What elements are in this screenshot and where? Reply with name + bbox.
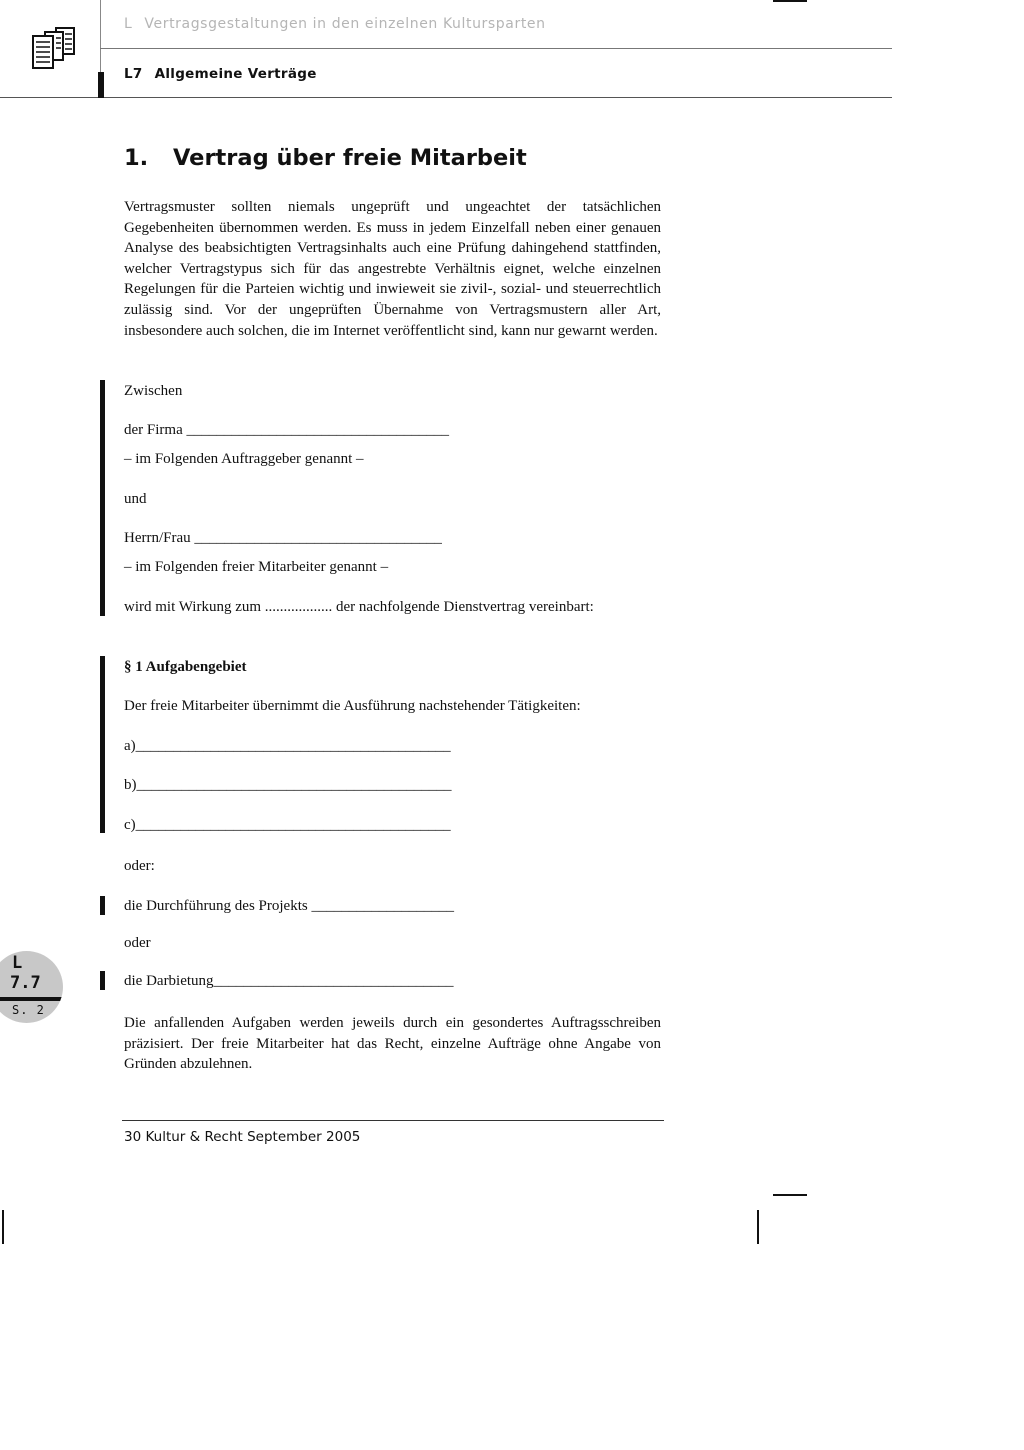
documents-icon — [30, 26, 80, 70]
contract-effective-date: wird mit Wirkung zum .................. der nachfolgende Dienstvertrag vereinbart: — [124, 599, 594, 615]
title-text: Vertrag über freie Mitarbeit — [173, 145, 527, 171]
page-tab-chapter: 7.7 — [10, 973, 41, 993]
header-chapter — [124, 66, 317, 82]
page-tab — [0, 951, 63, 1023]
page-tab-section: L — [12, 953, 23, 973]
contract-firm-line: der Firma ___________________________________ — [124, 422, 449, 438]
section1-performance-line: die Darbietung________________________________ — [124, 973, 454, 989]
crop-mark-top — [773, 0, 807, 2]
contract-and: und — [124, 491, 147, 507]
header-chapter-title: Allgemeine Verträge — [154, 66, 317, 82]
title-number: 1. — [124, 145, 149, 171]
section1-closing-paragraph: Die anfallenden Aufgaben werden jeweils durch ein gesondertes Auftragsschreiben präzisiert. Der freie Mitarbeiter hat das Recht, einzelne Aufträge ohne Angabe von Gründen abzulehnen. — [124, 1015, 661, 1073]
contract-person-line: Herrn/Frau _________________________________ — [124, 530, 442, 546]
crop-mark-right — [757, 1210, 759, 1244]
header-section — [124, 16, 546, 32]
crop-mark-left — [2, 1210, 4, 1244]
contract-between: Zwischen — [124, 383, 183, 399]
margin-bar-performance — [100, 971, 105, 990]
intro-paragraph: Vertragsmuster sollten niemals ungeprüft und ungeachtet der tatsächlichen Gegebenheiten übernommen werden. Es muss in jedem Einzelfall neben einer genauen Analyse des beabsichtigten Vertragsinhalts auch eine Prüfung dahingehend stattfinden, welcher Vertragstypus sich für das angestrebte Verhältnis eignet, welche einzelnen Regelungen für die Parteien wichtig und inwieweit sie zivil-, sozial- und steuerrechtlich zulässig sind. Vor der ungeprüften Übernahme von Vertragsmustern aller Art, insbesondere auch solchen, die im Internet veröffentlicht sind, kann nur gewarnt werden. — [124, 199, 661, 339]
footer-text: 30 Kultur & Recht September 2005 — [124, 1129, 361, 1145]
page-title — [124, 145, 527, 171]
contract-client-note: – im Folgenden Auftraggeber genannt – — [124, 451, 364, 467]
header-rule-top — [100, 48, 892, 49]
section1-or-1: oder: — [124, 858, 155, 874]
margin-bar-section1 — [100, 656, 105, 833]
section1-project-line: die Durchführung des Projekts ___________________ — [124, 898, 454, 914]
margin-bar-project — [100, 896, 105, 915]
footer-rule — [122, 1120, 664, 1121]
header-chapter-code: L7 — [124, 66, 143, 82]
page-tab-divider — [0, 997, 63, 1001]
margin-bar-parties — [100, 380, 105, 616]
section1-item-a: a)__________________________________________ — [124, 738, 451, 754]
section1-or-2: oder — [124, 935, 151, 951]
section1-item-b: b)__________________________________________ — [124, 777, 452, 793]
section1-intro: Der freie Mitarbeiter übernimmt die Ausführung nachstehender Tätigkeiten: — [124, 698, 581, 714]
crop-mark-bottom — [773, 1194, 807, 1196]
header-marker — [98, 72, 104, 98]
page-tab-page: S. 2 — [12, 1003, 45, 1017]
contract-freelancer-note: – im Folgenden freier Mitarbeiter genannt – — [124, 559, 389, 575]
header-section-title: Vertragsgestaltungen in den einzelnen Kultursparten — [144, 16, 546, 32]
section1-heading: § 1 Aufgabengebiet — [124, 659, 247, 675]
header-rule-bottom — [0, 97, 892, 98]
header-section-code: L — [124, 16, 133, 32]
section1-item-c: c)__________________________________________ — [124, 817, 451, 833]
